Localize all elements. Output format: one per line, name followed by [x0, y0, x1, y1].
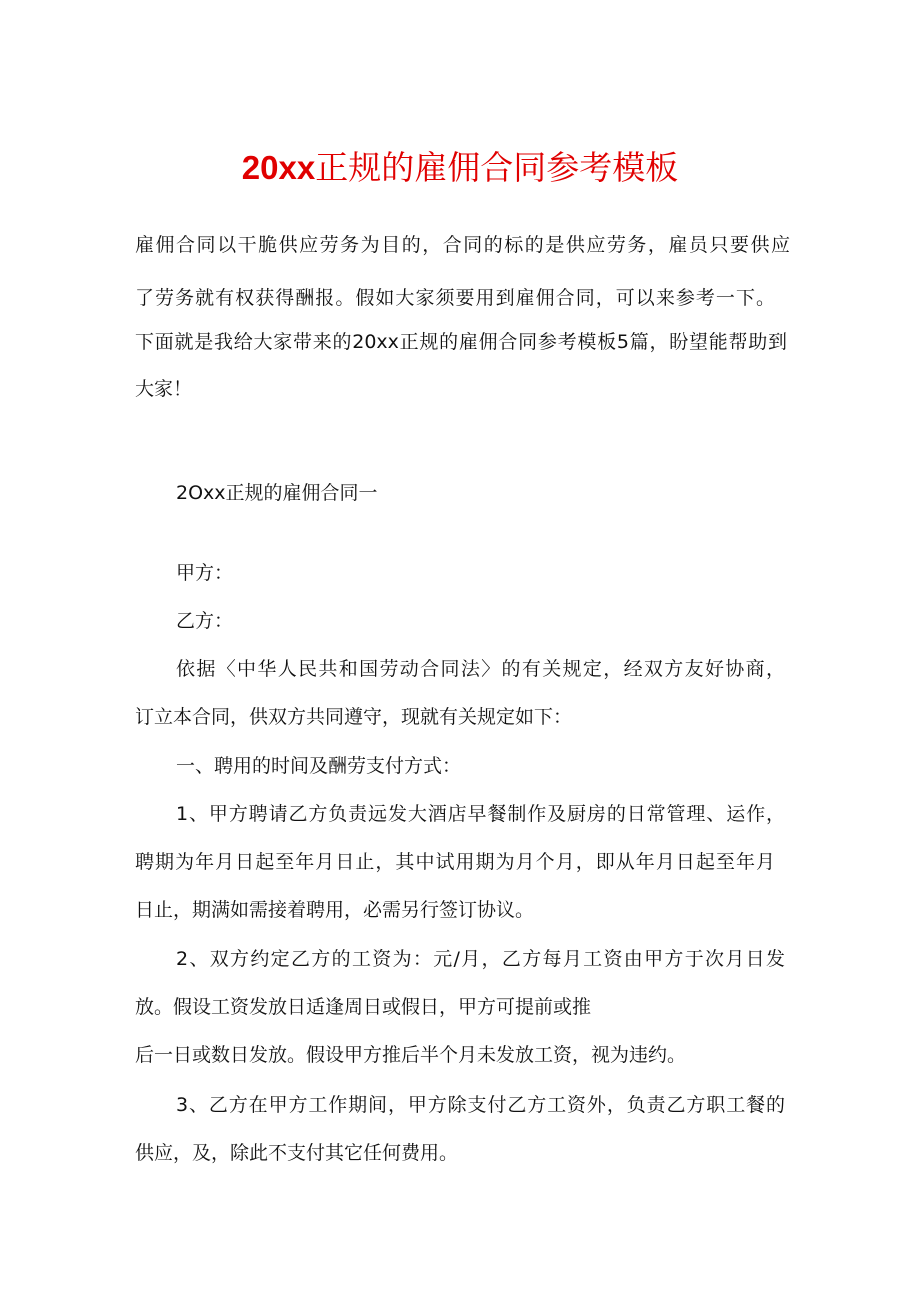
basis-line-2: 订立本合同，供双方共同遵守，现就有关规定如下：	[135, 706, 573, 728]
item2-line-3: 后一日或数日发放。假设甲方推后半个月未发放工资，视为违约。	[135, 1044, 687, 1066]
title-year: 20xx	[241, 149, 316, 186]
party-b-label: 乙方：	[176, 610, 234, 632]
item1-line-1: 1、甲方聘请乙方负责远发大酒店早餐制作及厨房的日常管理、运作，	[176, 803, 785, 825]
item1-line-3: 日止，期满如需接着聘用，必需另行签订协议。	[135, 899, 535, 921]
intro-line-1: 雇佣合同以干脆供应劳务为目的，合同的标的是供应劳务，雇员只要供应	[135, 234, 790, 256]
section-heading: 2Oxx正规的雇佣合同一	[176, 482, 378, 504]
intro-line-3: 下面就是我给大家带来的20xx正规的雇佣合同参考模板5篇，盼望能帮助到	[135, 331, 787, 353]
title-text: 正规的雇佣合同参考模板	[315, 148, 679, 187]
clause-heading: 一、聘用的时间及酬劳支付方式：	[176, 755, 462, 777]
item1-line-2: 聘期为年月日起至年月日止，其中试用期为月个月，即从年月日起至年月	[135, 851, 775, 873]
item3-line-1: 3、乙方在甲方工作期间，甲方除支付乙方工资外，负责乙方职工餐的	[176, 1094, 785, 1116]
basis-line-1: 依据〈中华人民共和国劳动合同法〉的有关规定，经双方友好协商，	[176, 658, 785, 680]
item2-line-2: 放。假设工资发放日适逢周日或假日，甲方可提前或推	[135, 996, 592, 1018]
document-title	[0, 145, 920, 191]
party-a-label: 甲方：	[176, 562, 234, 584]
intro-line-4: 大家！	[135, 378, 193, 400]
intro-line-2: 了劳务就有权获得酬报。假如大家须要用到雇佣合同，可以来参考一下。	[135, 287, 775, 309]
item2-line-1: 2、双方约定乙方的工资为：元/月，乙方每月工资由甲方于次月日发	[176, 948, 785, 970]
item3-line-2: 供应，及，除此不支付其它任何费用。	[135, 1142, 459, 1164]
